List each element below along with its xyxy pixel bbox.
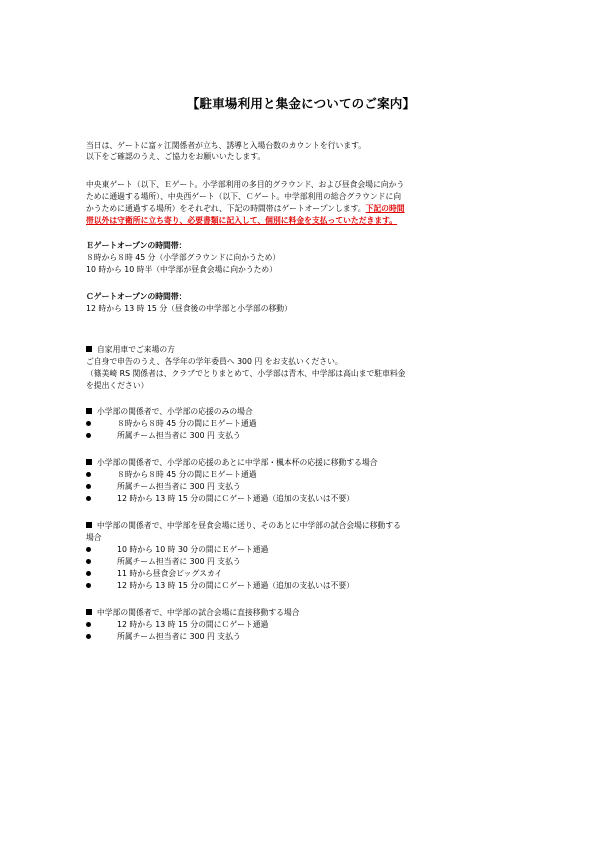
sec2-item-text: 所属チーム担当者に 300 円 支払う	[117, 482, 241, 491]
gates-line-4	[86, 216, 397, 226]
gates-line-2: ために通過する場所）、中央西ゲート（以下、Ｃゲート。中学部利用の総合グラウンドに向	[86, 192, 402, 201]
sec2-item	[86, 470, 257, 480]
egate-time-2: 10 時から 10 時半（中学部が昼食会場に向かうため）	[86, 265, 278, 274]
sec2-heading-text: 小学部の関係者で、小学部の応援のあとに中学部・楓本杯の応援に移動する場合	[97, 458, 378, 467]
round-bullet-icon	[86, 622, 91, 627]
sec3-heading-text: 中学部の関係者で、中学部を昼食会場に送り、そのあとに中学部の試合会場に移動する	[97, 521, 401, 530]
sec1-item-text: 所属チーム担当者に 300 円 支払う	[117, 431, 241, 440]
sec4-item	[86, 620, 268, 630]
sec1-item	[86, 431, 241, 441]
gates-line-3-text: かうために通過する場所）をそれぞれ、下記の時間帯はゲートオープンします。	[86, 204, 366, 213]
round-bullet-icon	[86, 496, 91, 501]
sec3-item	[86, 557, 241, 567]
sec4-item-text: 所属チーム担当者に 300 円 支払う	[117, 632, 241, 641]
sec3-heading	[86, 521, 401, 531]
round-bullet-icon	[86, 559, 91, 564]
square-bullet-icon	[86, 522, 92, 528]
gates-line-1: 中央東ゲート（以下、Ｅゲート。小学部利用の多目的グラウンド、および昼食会場に向かう	[86, 180, 405, 189]
intro-line-2: 以下をご確認のうえ、ご協力をお願いいたします。	[86, 152, 266, 161]
own-car-line-2: （篠美崎 RS 関係者は、クラブでとりまとめて、小学部は青木、中学部は高山まで駐車料金	[86, 369, 406, 378]
sec2-item-text: ８時から８時 45 分の間にＥゲート通過	[117, 470, 257, 479]
sec2-heading	[86, 458, 378, 468]
cgate-time-1: 12 時から 13 時 15 分（昼食後の中学部と小学部の移動）	[86, 304, 292, 313]
sec1-heading-text: 小学部の関係者で、小学部の応援のみの場合	[97, 407, 253, 416]
own-car-line-3: を提出ください）	[86, 381, 149, 390]
round-bullet-icon	[86, 547, 91, 552]
intro-line-1: 当日は、ゲートに富ヶ江関係者が立ち、誘導と入場台数のカウントを行います。	[86, 141, 367, 150]
round-bullet-icon	[86, 583, 91, 588]
sec4-heading-text: 中学部の関係者で、中学部の試合会場に直接移動する場合	[97, 608, 300, 617]
gates-warning-start: 下記の時間	[365, 204, 405, 213]
sec3-heading-cont: 場合	[86, 533, 102, 542]
sec4-item-text: 12 時から 13 時 15 分の間にＣゲート通過	[117, 620, 269, 629]
sec3-item	[86, 545, 268, 555]
egate-time-1: ８時から８時 45 分（小学部グラウンドに向かうため）	[86, 253, 281, 262]
round-bullet-icon	[86, 571, 91, 576]
sec3-item-text: 11 時から昼食会ビッグスカイ	[117, 569, 223, 578]
gates-warning-text: 帯以外は守衛所に立ち寄り、必要書類に記入して、個別に料金を支払っていただきます。	[86, 216, 398, 225]
egate-heading: Ｅゲートオープンの時間帯：	[86, 241, 187, 250]
round-bullet-icon	[86, 634, 91, 639]
sec1-item	[86, 419, 257, 429]
sec1-item-text: ８時から８時 45 分の間にＥゲート通過	[117, 419, 257, 428]
sec3-item	[86, 581, 354, 591]
sec2-item	[86, 482, 241, 492]
square-bullet-icon	[86, 609, 92, 615]
round-bullet-icon	[86, 484, 91, 489]
sec2-item-text: 12 時から 13 時 15 分の間にＣゲート通過（追加の支払いは不要）	[117, 494, 355, 503]
square-bullet-icon	[86, 459, 92, 465]
sec3-item-text: 所属チーム担当者に 300 円 支払う	[117, 557, 241, 566]
gates-line-3	[86, 204, 405, 214]
own-car-line-1: ご自身で申告のうえ、各学年の学年委員へ 300 円 をお支払いください。	[86, 357, 343, 366]
sec2-item	[86, 494, 354, 504]
round-bullet-icon	[86, 421, 91, 426]
sec3-item	[86, 569, 222, 579]
sec4-heading	[86, 608, 300, 618]
own-car-heading-text: 自家用車でご来場の方	[97, 345, 175, 354]
sec3-item-text: 10 時から 10 時 30 分の間にＥゲート通過	[117, 545, 269, 554]
document-title: 【駐車場利用と集金についてのご案内】	[186, 96, 416, 111]
sec1-heading	[86, 407, 253, 417]
sec4-item	[86, 632, 241, 642]
round-bullet-icon	[86, 433, 91, 438]
square-bullet-icon	[86, 408, 92, 414]
cgate-heading: Ｃゲートオープンの時間帯：	[86, 292, 187, 301]
round-bullet-icon	[86, 472, 91, 477]
sec3-item-text: 12 時から 13 時 15 分の間にＣゲート通過（追加の支払いは不要）	[117, 581, 355, 590]
square-bullet-icon	[86, 346, 92, 352]
own-car-heading	[86, 345, 175, 355]
